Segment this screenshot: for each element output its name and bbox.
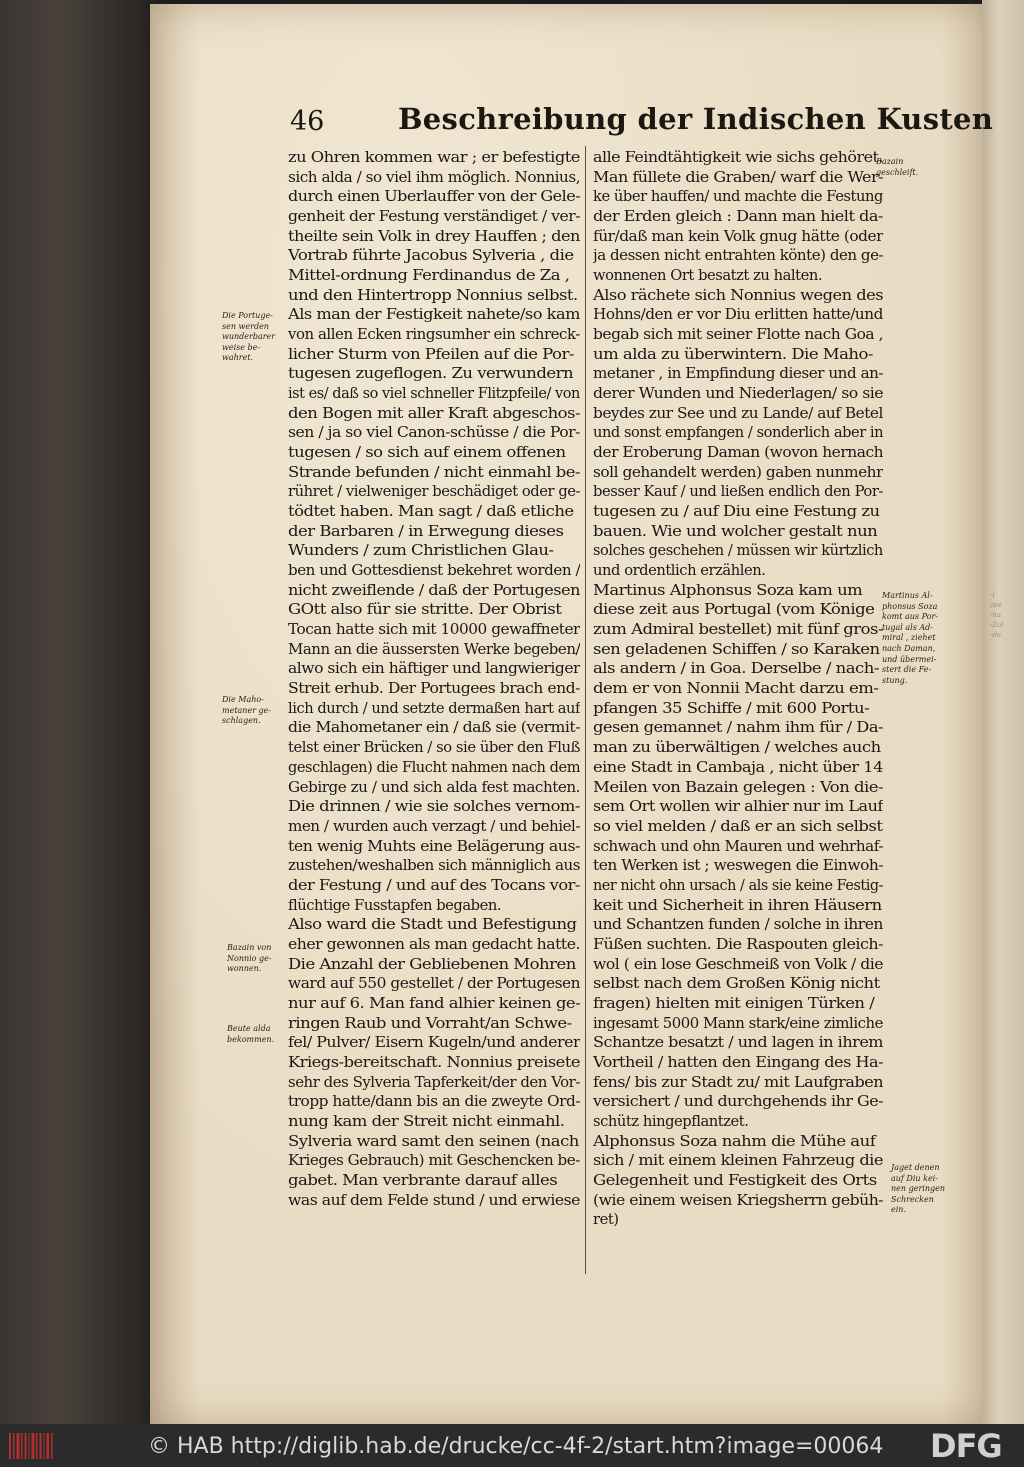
column-rule	[585, 146, 586, 1274]
text-line: was auf dem Felde stund / und erwiese	[288, 1191, 580, 1209]
text-line: sich alda / so viel ihm möglich. Nonnius,	[288, 168, 580, 186]
text-line: GOtt also für sie stritte. Der Obrist	[288, 601, 562, 619]
text-line: und Schantzen funden / solche in ihren	[593, 916, 883, 934]
text-line: dem er von Nonnii Macht darzu em-	[593, 680, 879, 698]
text-line: fens/ bis zur Stadt zu/ mit Laufgraben	[593, 1073, 883, 1091]
text-line: Krieges Gebrauch) mit Geschencken be-	[288, 1152, 580, 1170]
margin-note: Jaget denen auf Diu kei- nen geringen Schrecken ein.	[891, 1163, 945, 1215]
text-line: Die Anzahl der Gebliebenen Mohren	[288, 955, 576, 973]
text-line: zustehen/weshalben sich männiglich aus	[288, 857, 580, 875]
text-line: (wie einem weisen Kriegsherrn gebüh-	[593, 1191, 883, 1209]
text-line: telst einer Brücken / so sie über den Fluß	[288, 739, 580, 757]
text-line: theilte sein Volk in drey Hauffen ; den	[288, 227, 580, 245]
text-line: gabet. Man verbrante darauf alles	[288, 1171, 558, 1189]
text-line: nicht zweiflende / daß der Portugesen	[288, 581, 580, 599]
copyright-url: © HAB http://diglib.hab.de/drucke/cc-4f-2/start.htm?image=00064	[148, 1434, 884, 1459]
text-line: ist es/ daß so viel schneller Flitzpfeile/ von	[288, 385, 580, 403]
text-line: ben und Gottesdienst bekehret worden /	[288, 562, 580, 580]
text-line: Vortheil / hatten den Eingang des Ha-	[593, 1053, 883, 1071]
text-line: zu Ohren kommen war ; er befestigte	[288, 149, 580, 166]
text-line: Also rächete sich Nonnius wegen des	[593, 286, 883, 304]
text-line: Vortrab führte Jacobus Sylveria , die	[288, 247, 574, 265]
text-line: geschlagen) die Flucht nahmen nach dem	[288, 758, 580, 776]
text-line: den Bogen mit aller Kraft abgeschos-	[288, 404, 580, 422]
text-line: metaner , in Empfindung dieser und an-	[593, 365, 883, 383]
text-line: Sylveria ward samt den seinen (nach	[288, 1132, 579, 1150]
text-line: nung kam der Streit nicht einmahl.	[288, 1112, 565, 1130]
text-line: Als man der Festigkeit nahete/so kam	[288, 306, 580, 324]
text-line: versichert / und durchgehends ihr Ge-	[593, 1093, 883, 1111]
text-line: diese zeit aus Portugal (vom Könige	[593, 601, 875, 619]
text-line: der Erden gleich : Dann man hielt da-	[593, 208, 883, 226]
text-line: Kriegs-bereitschaft. Nonnius preisete	[288, 1053, 580, 1071]
text-line: ten Werken ist ; weswegen die Einwoh-	[593, 857, 883, 875]
text-line: Meilen von Bazain gelegen : Von die-	[593, 778, 883, 796]
text-line: Füßen suchten. Die Raspouten gleich-	[593, 935, 883, 953]
text-line: ingesamt 5000 Mann stark/eine zimliche	[593, 1014, 883, 1032]
facing-page-edge	[982, 0, 1024, 1424]
text-line: Alphonsus Soza nahm die Mühe auf	[593, 1132, 876, 1150]
text-line: eine Stadt in Cambaja , nicht über 14	[593, 758, 883, 776]
text-line: der Eroberung Daman (wovon hernach	[593, 444, 883, 462]
text-line: tödtet haben. Man sagt / daß etliche	[288, 503, 574, 521]
text-line: sem Ort wollen wir alhier nur im Lauf	[593, 798, 883, 816]
text-line: alwo sich ein häftiger und langwieriger	[288, 660, 580, 678]
margin-note: Beute alda bekommen.	[227, 1024, 275, 1044]
text-line: Also ward die Stadt und Befestigung	[288, 916, 577, 934]
text-line: wonnenen Ort besatzt zu halten.	[593, 267, 823, 285]
text-line: genheit der Festung verständiget / ver-	[288, 208, 580, 226]
text-line: bauen. Wie und wolcher gestalt nun	[593, 522, 878, 540]
text-line: von allen Ecken ringsumher ein schreck-	[288, 326, 580, 344]
text-line: tugesen zu / auf Diu eine Festung zu	[593, 503, 880, 521]
text-line: pfangen 35 Schiffe / mit 600 Portu-	[593, 699, 870, 717]
text-line: eher gewonnen als man gedacht hatte.	[288, 935, 580, 953]
text-line: begab sich mit seiner Flotte nach Goa ,	[593, 326, 883, 344]
text-line: Gebirge zu / und sich alda fest machten.	[288, 778, 580, 796]
text-line: derer Wunden und Niederlagen/ so sie	[593, 385, 883, 403]
text-line: so viel melden / daß er an sich selbst	[593, 817, 883, 835]
text-line: und den Hintertropp Nonnius selbst.	[288, 286, 578, 304]
margin-note: Die Portuge- sen werden wunderbarer weise be- wahret.	[222, 311, 276, 363]
text-line: men / wurden auch verzagt / und behiel-	[288, 817, 580, 835]
text-line: nur auf 6. Man fand alhier keinen ge-	[288, 994, 580, 1012]
text-line: ner nicht ohn ursach / als sie keine Festig-	[593, 876, 883, 894]
page-number: 46	[290, 106, 325, 137]
margin-note: Bazain von Nonnio ge- wonnen.	[227, 943, 272, 974]
barcode-icon	[8, 1431, 54, 1461]
facing-page-text: -( zee -ha -Zal -de.	[990, 591, 1004, 639]
text-line: tugesen / so sich auf einem offenen	[288, 444, 566, 462]
text-line: selbst nach dem Großen König nicht	[593, 975, 880, 993]
text-line: ten wenig Muhts eine Belägerung aus-	[288, 837, 580, 855]
text-line: schwach und ohn Mauren und wehrhaf-	[593, 837, 883, 855]
margin-note: Martinus Al- phonsus Soza komt aus Por- tugal als Ad- miral , ziehet nach Daman, und übermei- stert die Fe- stung.	[882, 591, 938, 685]
text-line: licher Sturm von Pfeilen auf die Por-	[288, 345, 574, 363]
running-title: Beschreibung der Indischen Kusten	[398, 102, 994, 136]
text-line: Schantze besatzt / und lagen in ihrem	[593, 1034, 883, 1052]
text-line: und sonst empfangen / sonderlich aber in	[593, 424, 883, 442]
text-line: rühret / vielweniger beschädiget oder ge-	[288, 483, 580, 501]
text-line: Strande befunden / nicht einmahl be-	[288, 463, 580, 481]
text-line: ringen Raub und Vorraht/an Schwe-	[288, 1014, 572, 1032]
text-line: die Mahometaner ein / daß sie (vermit-	[288, 719, 580, 737]
dfg-logo: DFG	[930, 1427, 1002, 1465]
text-line: Die drinnen / wie sie solches vernom-	[288, 798, 580, 816]
text-line: der Barbaren / in Erwegung dieses	[288, 522, 564, 540]
text-line: Mann an die äussersten Werke begeben/	[288, 640, 580, 658]
text-line: für/daß man kein Volk gnug hätte (oder	[593, 227, 883, 245]
text-line: Hohns/den er vor Diu erlitten hatte/und	[593, 306, 883, 324]
text-line: Mittel-ordnung Ferdinandus de Za ,	[288, 267, 570, 285]
text-line: alle Feindtähtigkeit wie sichs gehöret.	[593, 149, 883, 166]
text-line: Wunders / zum Christlichen Glau-	[288, 542, 554, 560]
text-column-right	[593, 148, 883, 1230]
text-line: Tocan hatte sich mit 10000 gewaffneter	[288, 621, 580, 639]
text-line: sehr des Sylveria Tapferkeit/der den Vor-	[288, 1073, 580, 1091]
text-line: ke über hauffen/ und machte die Festung	[593, 188, 883, 206]
text-line: und ordentlich erzählen.	[593, 562, 766, 580]
text-line: als andern / in Goa. Derselbe / nach-	[593, 660, 879, 678]
text-line: wol ( ein lose Geschmeiß von Volk / die	[593, 955, 883, 973]
text-line: sen geladenen Schiffen / so Karaken	[593, 640, 880, 658]
text-line: fel/ Pulver/ Eisern Kugeln/und anderer	[288, 1034, 580, 1052]
text-line: Man füllete die Graben/ warf die Wer-	[593, 168, 883, 186]
text-line: man zu überwältigen / welches auch	[593, 739, 881, 757]
text-line: tugesen zugeflogen. Zu verwundern	[288, 365, 574, 383]
text-line: tropp hatte/dann bis an die zweyte Ord-	[288, 1093, 580, 1111]
text-line: gesen gemannet / nahm ihm für / Da-	[593, 719, 883, 737]
text-line: ward auf 550 gestellet / der Portugesen	[288, 975, 580, 993]
text-line: der Festung / und auf des Tocans vor-	[288, 876, 580, 894]
text-line: flüchtige Fusstapfen begaben.	[288, 896, 502, 914]
text-line: fragen) hielten mit einigen Türken /	[593, 994, 875, 1012]
text-line: besser Kauf / und ließen endlich den Por-	[593, 483, 883, 501]
text-line: solches geschehen / müssen wir kürtzlich	[593, 542, 883, 560]
text-line: schütz hingepflantzet.	[593, 1112, 749, 1130]
text-line: durch einen Uberlauffer von der Gele-	[288, 188, 580, 206]
text-line: lich durch / und setzte dermaßen hart auf	[288, 699, 580, 717]
margin-note: Bazain geschleift.	[876, 157, 919, 177]
text-line: um alda zu überwintern. Die Maho-	[593, 345, 873, 363]
text-line: zum Admiral bestellet) mit fünf gros-	[593, 621, 883, 639]
text-line: Streit erhub. Der Portugees brach end-	[288, 680, 580, 698]
text-line: keit und Sicherheit in ihren Häusern	[593, 896, 882, 914]
text-line: Martinus Alphonsus Soza kam um	[593, 581, 863, 599]
text-line: sen / ja so viel Canon-schüsse / die Por-	[288, 424, 580, 442]
text-line: sich / mit einem kleinen Fahrzeug die	[593, 1152, 883, 1170]
text-column-left	[288, 148, 580, 1210]
text-line: soll gehandelt werden) gaben nunmehr	[593, 463, 883, 481]
margin-note: Die Maho- metaner ge- schlagen.	[222, 695, 272, 726]
text-line: Gelegenheit und Festigkeit des Orts	[593, 1171, 877, 1189]
text-line: beydes zur See und zu Lande/ auf Betel	[593, 404, 883, 422]
text-line: ret)	[593, 1211, 619, 1229]
text-line: ja dessen nicht entrahten könte) den ge-	[593, 247, 883, 265]
